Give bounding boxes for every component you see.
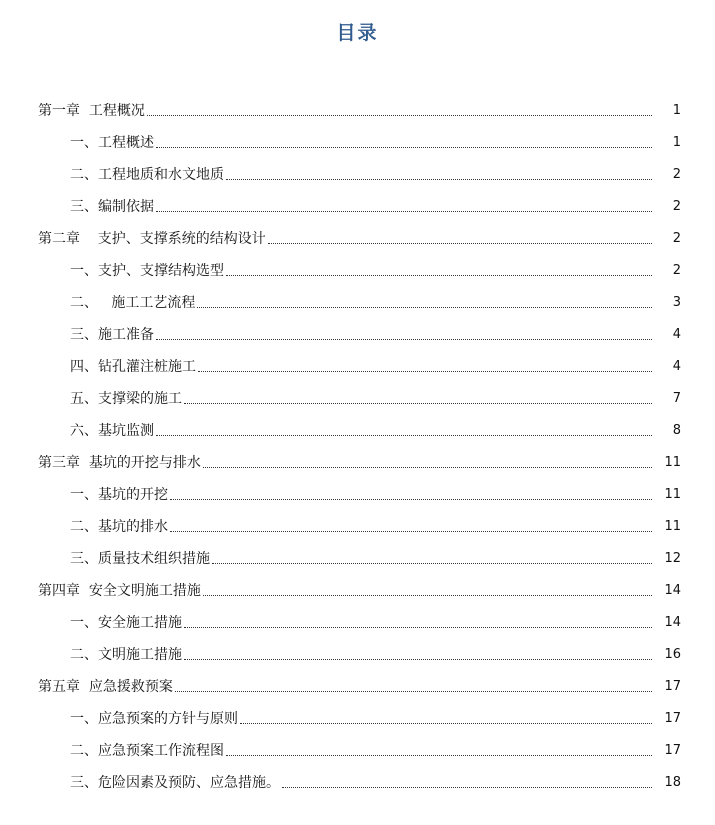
toc-entry-text: 三、危险因素及预防、应急措施。 xyxy=(70,775,280,791)
toc-page-number: 14 xyxy=(664,583,681,598)
table-of-contents xyxy=(0,90,715,794)
dot-leader xyxy=(184,659,652,660)
dot-leader xyxy=(184,403,652,404)
toc-entry-text: 二、工程地质和水文地质 xyxy=(70,167,224,183)
toc-entry-section[interactable] xyxy=(0,410,715,442)
toc-entry-text: 第二章 支护、支撑系统的结构设计 xyxy=(38,231,266,247)
toc-entry-section[interactable] xyxy=(0,186,715,218)
toc-page-number: 8 xyxy=(672,423,681,438)
toc-entry-section[interactable] xyxy=(0,730,715,762)
toc-entry-text: 第四章 安全文明施工措施 xyxy=(38,583,201,599)
toc-page-number: 18 xyxy=(664,775,681,790)
toc-entry-text: 一、应急预案的方针与原则 xyxy=(70,711,238,727)
toc-entry-text: 第五章 应急援救预案 xyxy=(38,679,173,695)
toc-entry-text: 一、支护、支撑结构选型 xyxy=(70,263,224,279)
dot-leader xyxy=(240,723,652,724)
toc-entry-text: 一、安全施工措施 xyxy=(70,615,182,631)
toc-entry-text: 三、施工准备 xyxy=(70,327,154,343)
toc-entry-text: 一、基坑的开挖 xyxy=(70,487,168,503)
toc-page-number: 17 xyxy=(664,679,681,694)
toc-entry-text: 一、工程概述 xyxy=(70,135,154,151)
toc-page-number: 3 xyxy=(672,295,681,310)
toc-page-number: 1 xyxy=(672,135,681,150)
toc-entry-chapter-5[interactable] xyxy=(0,666,715,698)
toc-page-number: 11 xyxy=(664,455,681,470)
toc-entry-chapter-1[interactable] xyxy=(0,90,715,122)
toc-entry-section[interactable] xyxy=(0,474,715,506)
dot-leader xyxy=(175,691,652,692)
dot-leader xyxy=(147,115,652,116)
toc-page-number: 4 xyxy=(672,327,681,342)
page-title: 目录 xyxy=(336,22,379,44)
dot-leader xyxy=(268,243,652,244)
toc-entry-chapter-4[interactable] xyxy=(0,570,715,602)
toc-page-number: 14 xyxy=(664,615,681,630)
toc-entry-chapter-3[interactable] xyxy=(0,442,715,474)
toc-page-number: 7 xyxy=(672,391,681,406)
toc-entry-text: 六、基坑监测 xyxy=(70,423,154,439)
dot-leader xyxy=(203,467,652,468)
toc-entry-section[interactable] xyxy=(0,122,715,154)
toc-entry-section[interactable] xyxy=(0,250,715,282)
toc-entry-section[interactable] xyxy=(0,346,715,378)
dot-leader xyxy=(170,531,652,532)
dot-leader xyxy=(197,307,652,308)
toc-entry-text: 第三章 基坑的开挖与排水 xyxy=(38,455,201,471)
dot-leader xyxy=(212,563,652,564)
toc-page-number: 2 xyxy=(672,167,681,182)
toc-page-number: 11 xyxy=(664,519,681,534)
toc-entry-text: 四、钻孔灌注桩施工 xyxy=(70,359,196,375)
toc-entry-section[interactable] xyxy=(0,506,715,538)
dot-leader xyxy=(226,179,652,180)
dot-leader xyxy=(170,499,652,500)
toc-entry-section[interactable] xyxy=(0,378,715,410)
toc-page-number: 17 xyxy=(664,711,681,726)
dot-leader xyxy=(198,371,652,372)
toc-entry-section[interactable] xyxy=(0,698,715,730)
toc-entry-section[interactable] xyxy=(0,154,715,186)
toc-entry-text: 二、文明施工措施 xyxy=(70,647,182,663)
dot-leader xyxy=(226,275,652,276)
toc-entry-section[interactable] xyxy=(0,762,715,794)
dot-leader xyxy=(156,435,652,436)
toc-entry-chapter-2[interactable] xyxy=(0,218,715,250)
toc-entry-section[interactable] xyxy=(0,282,715,314)
toc-page-number: 2 xyxy=(672,231,681,246)
toc-entry-section[interactable] xyxy=(0,314,715,346)
dot-leader xyxy=(203,595,652,596)
toc-entry-text: 第一章 工程概况 xyxy=(38,103,145,119)
toc-entry-text: 三、编制依据 xyxy=(70,199,154,215)
dot-leader xyxy=(156,339,652,340)
dot-leader xyxy=(156,211,652,212)
toc-page-number: 16 xyxy=(664,647,681,662)
toc-page-number: 11 xyxy=(664,487,681,502)
toc-entry-text: 三、质量技术组织措施 xyxy=(70,551,210,567)
toc-entry-section[interactable] xyxy=(0,602,715,634)
toc-page-number: 12 xyxy=(664,551,681,566)
toc-page-number: 17 xyxy=(664,743,681,758)
toc-entry-text: 五、支撑梁的施工 xyxy=(70,391,182,407)
toc-page-number: 4 xyxy=(672,359,681,374)
toc-entry-section[interactable] xyxy=(0,634,715,666)
dot-leader xyxy=(282,787,652,788)
dot-leader xyxy=(184,627,652,628)
toc-page-number: 2 xyxy=(672,263,681,278)
toc-entry-text: 二、 施工工艺流程 xyxy=(70,295,196,311)
toc-page-number: 1 xyxy=(672,103,681,118)
dot-leader xyxy=(156,147,652,148)
toc-entry-section[interactable] xyxy=(0,538,715,570)
toc-page-number: 2 xyxy=(672,199,681,214)
toc-entry-text: 二、应急预案工作流程图 xyxy=(70,743,224,759)
toc-entry-text: 二、基坑的排水 xyxy=(70,519,168,535)
dot-leader xyxy=(226,755,652,756)
